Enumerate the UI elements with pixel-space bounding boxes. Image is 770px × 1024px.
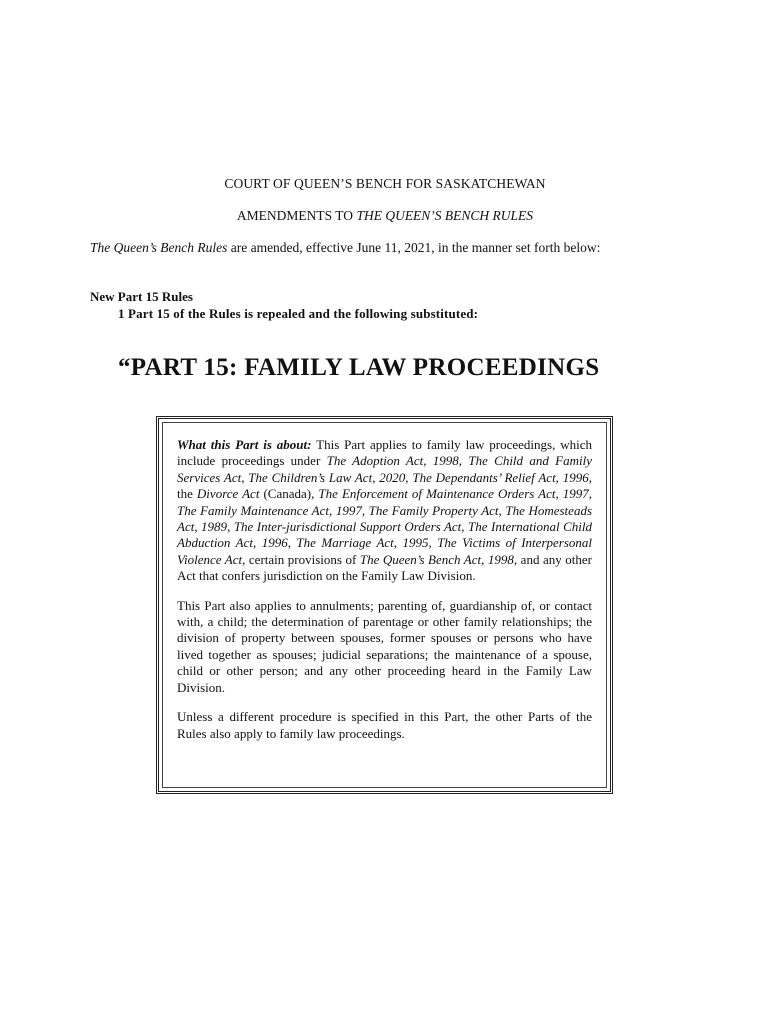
separator: , certain provisions of	[242, 551, 360, 567]
separator: ,	[405, 469, 413, 485]
amendments-title	[0, 208, 770, 224]
intro-paragraph	[90, 240, 710, 256]
separator: ,	[458, 453, 469, 469]
separator: (Canada),	[259, 486, 319, 502]
amendments-prefix: AMENDMENTS TO	[236, 208, 357, 223]
act-name: The Family Maintenance Act, 1997	[177, 502, 362, 518]
summary-paragraph-1	[177, 437, 592, 585]
act-name: The Marriage Act, 1995	[296, 535, 429, 551]
intro-text: are amended, effective June 11, 2021, in the manner set forth below:	[227, 240, 601, 255]
section-heading: New Part 15 Rules	[90, 289, 193, 304]
act-name: The Child and Family Services Act	[177, 453, 592, 485]
act-name: The Queen’s Bench Act, 1998	[359, 551, 514, 567]
intro-rules-name: The Queen’s Bench Rules	[90, 240, 228, 255]
act-name: The Family Property Act	[368, 502, 499, 518]
act-name: Divorce Act	[196, 486, 260, 502]
summary-paragraph-3: Unless a different procedure is specified in this Part, the other Parts of the Rules also apply to family law proceedings.	[177, 709, 592, 741]
act-name: The Inter-jurisdictional Support Orders Act	[233, 519, 462, 535]
separator: ,	[227, 519, 234, 535]
separator: , and any other Act that confers jurisdiction on the Family Law Division.	[177, 551, 592, 584]
summary-box	[156, 416, 613, 794]
rules-title: THE QUEEN’S BENCH RULES	[356, 208, 534, 223]
summary-text: This Part applies to family law proceedings, which include proceedings under	[177, 437, 592, 469]
court-title: COURT OF QUEEN’S BENCH FOR SASKATCHEWAN	[224, 176, 546, 191]
summary-paragraph-2: This Part also applies to annulments; parenting of, guardianship of, or contact with, a child; the determination of parentage or other family relationships; the division of property between spouses, former spouses or persons who have lived together as spouses; judicial separations; the maintenance of a spouse, child or other person; and any other proceeding heard in the Family Law Division.	[177, 597, 592, 695]
act-name: The Homesteads Act, 1989	[177, 502, 592, 535]
separator: ,	[241, 469, 249, 485]
separator: , the	[177, 469, 593, 502]
separator: ,	[588, 486, 592, 502]
act-name: The Enforcement of Maintenance Orders Act, 1997	[318, 486, 589, 502]
part-title: “PART 15: FAMILY LAW PROCEEDINGS	[118, 354, 600, 381]
act-name: The Adoption Act, 1998	[326, 453, 459, 469]
separator: ,	[361, 502, 369, 518]
summary-label: What this Part is about:	[177, 437, 312, 452]
separator: ,	[287, 535, 297, 551]
section-subheading: 1 Part 15 of the Rules is repealed and the following substituted:	[118, 306, 479, 321]
separator: ,	[428, 535, 438, 551]
act-name: The International Child Abduction Act, 1996	[177, 519, 593, 551]
act-name: The Dependants’ Relief Act, 1996	[412, 469, 589, 485]
separator: ,	[461, 519, 469, 535]
act-name: The Children’s Law Act, 2020	[248, 469, 406, 485]
summary-box-inner	[162, 422, 607, 788]
act-name: The Victims of Interpersonal Violence Act	[177, 535, 593, 567]
separator: ,	[498, 502, 506, 518]
